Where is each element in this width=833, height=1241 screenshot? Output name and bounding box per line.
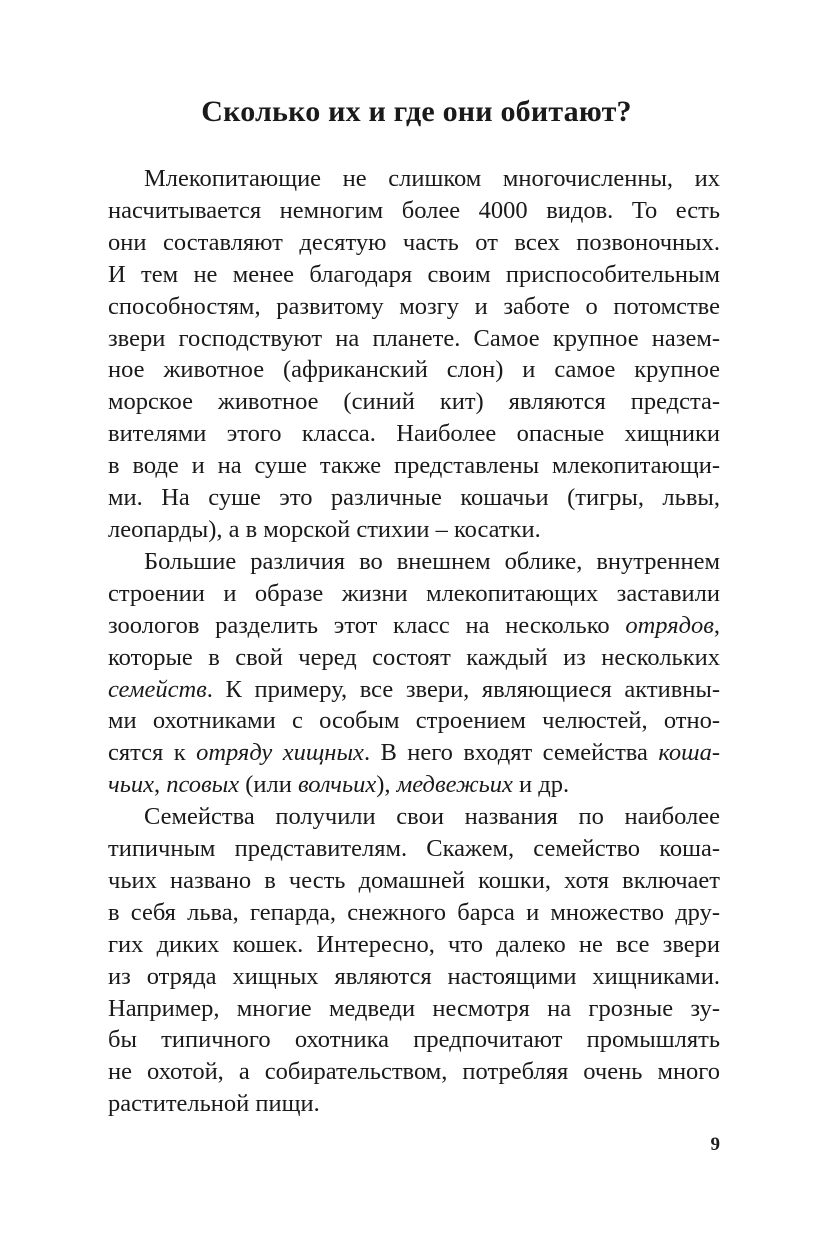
term-koshachyikh-part1: коша- [658, 739, 721, 767]
text-span: (или [239, 771, 298, 799]
term-otryadu-khishchnykh: отряду хищных [196, 739, 364, 767]
text-line [108, 610, 720, 642]
text-line: ное животное (африканский слон) и самое крупное [108, 356, 720, 384]
term-medvezhyikh: медвежьих [396, 771, 513, 799]
text-line: не охотой, а собирательством, потребляя очень много [108, 1058, 720, 1086]
text-line: морское животное (синий кит) являются предста- [108, 388, 720, 416]
text-line: которые в свой черед состоят каждый из нескольких [108, 643, 720, 671]
term-koshachyikh-part2: чьих [108, 771, 154, 799]
term-otryadov: отрядов [625, 611, 714, 639]
text-line: в себя льва, гепарда, снежного барса и множество дру- [108, 898, 720, 926]
text-line: из отряда хищных являются настоящими хищниками. [108, 962, 720, 990]
text-line: ми охотниками с особым строением челюстей, отно- [108, 707, 720, 735]
text-line: они составляют десятую часть от всех позвоночных. [108, 228, 720, 256]
text-line: чьих названо в честь домашней кошки, хотя включает [108, 866, 720, 894]
text-span: , [713, 611, 720, 639]
text-line: Большие различия во внешнем облике, внутреннем [144, 547, 720, 575]
text-line: И тем не менее благодаря своим приспособительным [108, 260, 720, 288]
text-span: ), [376, 771, 397, 799]
text-line: Млекопитающие не слишком многочисленны, их [144, 165, 720, 192]
paragraph-3 [108, 801, 720, 1120]
paragraph-2 [108, 546, 720, 801]
paragraph-1 [108, 163, 720, 546]
text-line: бы типичного охотника предпочитают промышлять [108, 1026, 720, 1054]
text-line [108, 737, 720, 769]
text-span: . К примеру, все звери, являющиеся активны- [206, 675, 720, 703]
text-line: Например, многие медведи несмотря на грозные зу- [108, 994, 720, 1022]
text-line: типичным представителям. Скажем, семейство коша- [108, 835, 720, 863]
text-line: ми. На суше это различные кошачьи (тигры, львы, [108, 484, 720, 512]
text-line: Семейства получили свои названия по наиболее [144, 803, 720, 831]
text-line: вителями этого класса. Наиболее опасные хищники [108, 420, 720, 448]
page-number: 9 [710, 1134, 720, 1155]
text-span: зоологов разделить этот класс на несколько [108, 611, 626, 639]
text-line: звери господствуют на планете. Самое крупное назем- [108, 324, 720, 352]
text-span: , [153, 771, 167, 799]
text-line [108, 674, 720, 706]
text-span: и др. [512, 771, 570, 799]
text-line: строении и образе жизни млекопитающих заставили [108, 579, 720, 607]
text-line: леопарды), а в морской стихии – косатки. [108, 515, 541, 543]
text-span: сятся к [108, 739, 197, 767]
body-text [108, 163, 720, 1120]
text-line: гих диких кошек. Интересно, что далеко не все звери [108, 930, 720, 958]
term-semeystv: семейств [108, 675, 207, 703]
term-volchyikh: волчьих [297, 771, 377, 799]
page-title: Сколько их и где они обитают? [201, 95, 632, 128]
text-line: в воде и на суше также представлены млекопитающи- [108, 452, 720, 480]
text-span: . В него входят семейства [363, 739, 659, 767]
term-psovykh: псовых [166, 771, 240, 799]
text-line: насчитывается немногим более 4000 видов. То есть [108, 196, 720, 224]
text-line: способностям, развитому мозгу и заботе о потомстве [108, 292, 720, 320]
text-line: растительной пищи. [108, 1090, 320, 1118]
text-line [108, 769, 720, 801]
